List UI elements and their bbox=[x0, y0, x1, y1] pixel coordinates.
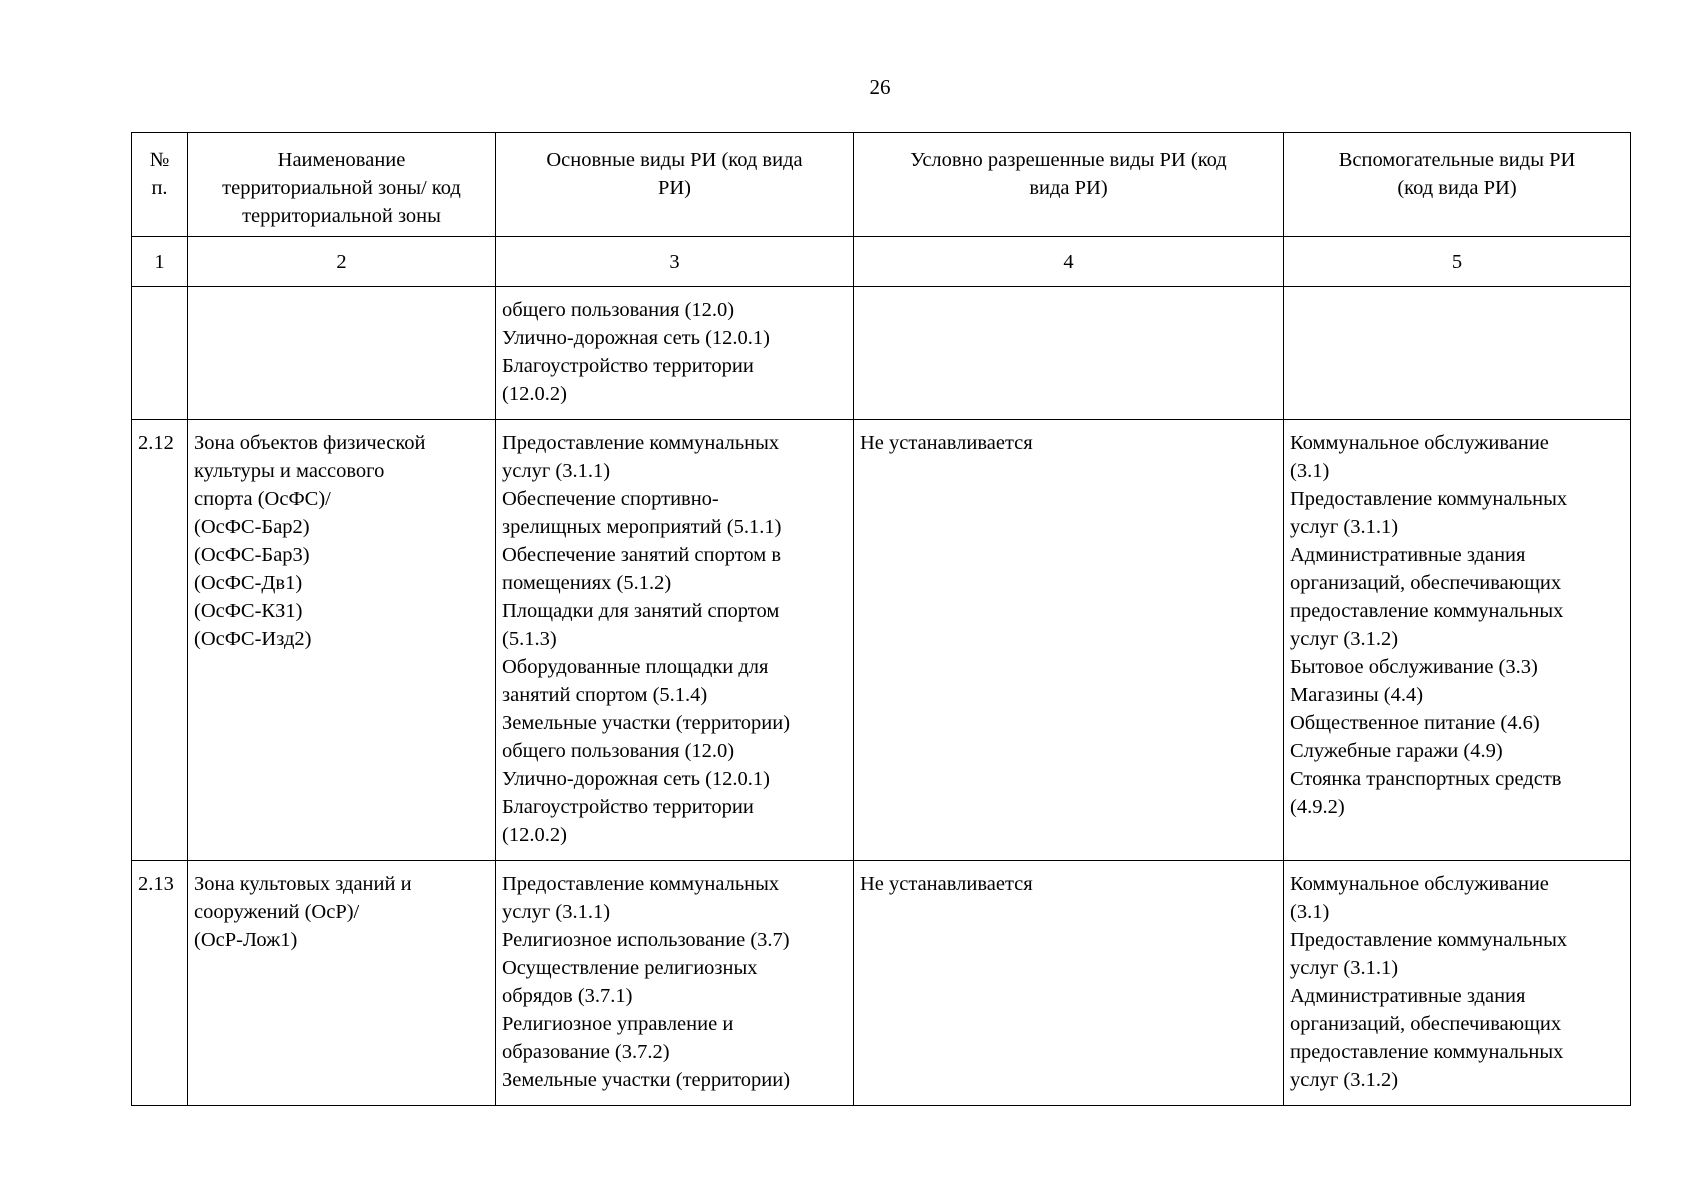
column-number-1: 1 bbox=[132, 237, 188, 287]
header-main-uses bbox=[496, 133, 854, 237]
cell-line: (3.1) bbox=[1290, 901, 1330, 923]
cell-line: Обеспечение спортивно- bbox=[502, 488, 719, 510]
cell-line: Предоставление коммунальных bbox=[1290, 929, 1568, 951]
cell-line: Земельные участки (территории) bbox=[502, 712, 791, 734]
cell-line: помещениях (5.1.2) bbox=[502, 572, 672, 594]
main-uses-cell bbox=[496, 287, 854, 420]
cell-line: вида РИ) bbox=[1029, 177, 1108, 199]
column-number-3: 3 bbox=[496, 237, 854, 287]
cell-line: Условно разрешенные виды РИ (код bbox=[910, 149, 1227, 171]
cell-line: Обеспечение занятий спортом в bbox=[502, 544, 782, 566]
header-conditional-uses bbox=[854, 133, 1284, 237]
cell-line: Наименование bbox=[277, 149, 406, 171]
column-number-4: 4 bbox=[854, 237, 1284, 287]
cell-line: Благоустройство территории bbox=[502, 355, 754, 377]
cell-line: Основные виды РИ (код вида bbox=[546, 149, 803, 171]
cell-line: услуг (3.1.1) bbox=[502, 460, 611, 482]
table-row bbox=[132, 861, 1631, 1106]
cell-line: Вспомогательные виды РИ bbox=[1338, 149, 1576, 171]
column-number-row bbox=[132, 237, 1631, 287]
row-number: 2.13 bbox=[132, 861, 188, 1106]
cell-line: Общественное питание (4.6) bbox=[1290, 712, 1540, 734]
main-uses-cell bbox=[496, 420, 854, 861]
cell-line: Коммунальное обслуживание bbox=[1290, 432, 1549, 454]
table-row bbox=[132, 420, 1631, 861]
zone-name-cell bbox=[188, 420, 496, 861]
cell-line: Не устанавливается bbox=[860, 873, 1033, 895]
cell-line: услуг (3.1.2) bbox=[1290, 628, 1399, 650]
row-number bbox=[132, 287, 188, 420]
cell-line: РИ) bbox=[657, 177, 692, 199]
table-row bbox=[132, 287, 1631, 420]
cell-line: Улично-дорожная сеть (12.0.1) bbox=[502, 327, 771, 349]
column-number-2: 2 bbox=[188, 237, 496, 287]
cell-line: Не устанавливается bbox=[860, 432, 1033, 454]
cell-line: (ОсФС-Изд2) bbox=[194, 628, 312, 650]
table-header-row bbox=[132, 133, 1631, 237]
cell-line: (ОсФС-Бар3) bbox=[194, 544, 310, 566]
cell-line: Коммунальное обслуживание bbox=[1290, 873, 1549, 895]
cell-line: предоставление коммунальных bbox=[1290, 1041, 1564, 1063]
cell-line: Благоустройство территории bbox=[502, 796, 754, 818]
zone-name-cell bbox=[188, 861, 496, 1106]
auxiliary-uses-cell bbox=[1284, 287, 1631, 420]
cell-line: Предоставление коммунальных bbox=[502, 873, 780, 895]
cell-line: Зона культовых зданий и bbox=[194, 873, 412, 895]
page-number: 26 bbox=[869, 75, 891, 99]
cell-line: услуг (3.1.1) bbox=[502, 901, 611, 923]
cell-line: спорта (ОсФС)/ bbox=[194, 488, 331, 510]
cell-line: Административные здания bbox=[1290, 985, 1526, 1007]
cell-line: (код вида РИ) bbox=[1397, 177, 1517, 199]
cell-line: (5.1.3) bbox=[502, 628, 557, 650]
cell-line: Оборудованные площадки для bbox=[502, 656, 769, 678]
cell-line: услуг (3.1.2) bbox=[1290, 1069, 1399, 1091]
cell-line: обрядов (3.7.1) bbox=[502, 985, 633, 1007]
header-zone-name bbox=[188, 133, 496, 237]
cell-line: Осуществление религиозных bbox=[502, 957, 758, 979]
main-uses-cell bbox=[496, 861, 854, 1106]
cell-line: Площадки для занятий спортом bbox=[502, 600, 780, 622]
cell-line: Улично-дорожная сеть (12.0.1) bbox=[502, 768, 771, 790]
cell-line: п. bbox=[151, 177, 168, 199]
column-number-5: 5 bbox=[1284, 237, 1631, 287]
cell-line: культуры и массового bbox=[194, 460, 385, 482]
cell-line: (3.1) bbox=[1290, 460, 1330, 482]
cell-line: сооружений (ОсР)/ bbox=[194, 901, 360, 923]
cell-line: услуг (3.1.1) bbox=[1290, 957, 1399, 979]
cell-line: образование (3.7.2) bbox=[502, 1041, 670, 1063]
cell-line: Религиозное управление и bbox=[502, 1013, 734, 1035]
zone-name-cell bbox=[188, 287, 496, 420]
conditional-uses-cell bbox=[854, 420, 1284, 861]
cell-line: (4.9.2) bbox=[1290, 796, 1345, 818]
cell-line: Магазины (4.4) bbox=[1290, 684, 1424, 706]
cell-line: занятий спортом (5.1.4) bbox=[502, 684, 708, 706]
cell-line: организаций, обеспечивающих bbox=[1290, 572, 1562, 594]
cell-line: (ОсФС-Дв1) bbox=[194, 572, 303, 594]
header-number bbox=[132, 133, 188, 237]
conditional-uses-cell bbox=[854, 287, 1284, 420]
cell-line: Религиозное использование (3.7) bbox=[502, 929, 790, 951]
cell-line: общего пользования (12.0) bbox=[502, 299, 735, 321]
cell-line: Стоянка транспортных средств bbox=[1290, 768, 1562, 790]
cell-line: (ОсФС-Бар2) bbox=[194, 516, 310, 538]
cell-line: (ОсР-Лож1) bbox=[194, 929, 298, 951]
auxiliary-uses-cell bbox=[1284, 420, 1631, 861]
cell-line: Зона объектов физической bbox=[194, 432, 426, 454]
cell-line: Бытовое обслуживание (3.3) bbox=[1290, 656, 1538, 678]
cell-line: (12.0.2) bbox=[502, 824, 567, 846]
cell-line: (12.0.2) bbox=[502, 383, 567, 405]
cell-line: Предоставление коммунальных bbox=[502, 432, 780, 454]
cell-line: предоставление коммунальных bbox=[1290, 600, 1564, 622]
cell-line: территориальной зоны bbox=[242, 205, 441, 227]
cell-line: Земельные участки (территории) bbox=[502, 1069, 791, 1091]
auxiliary-uses-cell bbox=[1284, 861, 1631, 1106]
cell-line: общего пользования (12.0) bbox=[502, 740, 735, 762]
zoning-table bbox=[131, 132, 1631, 1106]
cell-line: зрелищных мероприятий (5.1.1) bbox=[502, 516, 782, 538]
conditional-uses-cell bbox=[854, 861, 1284, 1106]
cell-line: № bbox=[149, 149, 170, 171]
cell-line: Служебные гаражи (4.9) bbox=[1290, 740, 1503, 762]
cell-line: (ОсФС-КЗ1) bbox=[194, 600, 303, 622]
cell-line: территориальной зоны/ код bbox=[222, 177, 461, 199]
row-number: 2.12 bbox=[132, 420, 188, 861]
header-auxiliary-uses bbox=[1284, 133, 1631, 237]
cell-line: Административные здания bbox=[1290, 544, 1526, 566]
cell-line: Предоставление коммунальных bbox=[1290, 488, 1568, 510]
cell-line: организаций, обеспечивающих bbox=[1290, 1013, 1562, 1035]
cell-line: услуг (3.1.1) bbox=[1290, 516, 1399, 538]
